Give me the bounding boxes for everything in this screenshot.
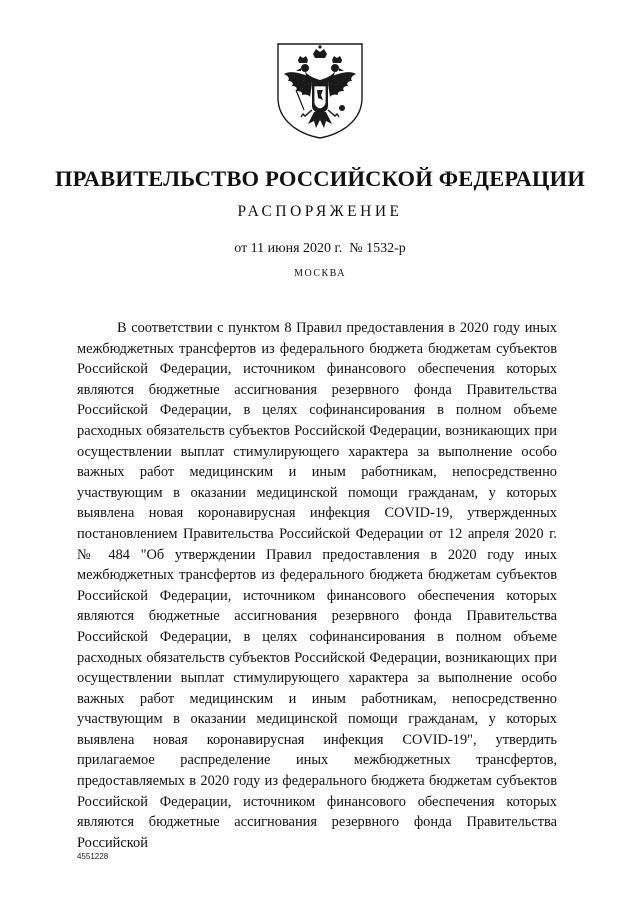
document-date-number: от 11 июня 2020 г. № 1532-р bbox=[234, 241, 406, 256]
document-body: В соответствии с пунктом 8 Правил предоставления в 2020 году иных межбюджетных трансфертов из федерального бюджета бюджетам субъектов Российской Федерации, источником финансового обеспечения которых являются бюджетные ассигнования резервного фонда Правительства Российской Федерации, в целях софинансирования в полном объеме расходных обязательств субъектов Российской Федерации, возникающих при осуществлении выплат стимулирующего характера за выполнение особо важных работ медицинским и иным работникам, непосредственно участвующим в оказании медицинской помощи гражданам, у которых выявлена новая коронавирусная инфекция COVID-19, утвержденных постановлением Правительства Российской Федерации от 12 апреля 2020 г. № 484 "Об утверждении Правил предоставления в 2020 году иных межбюджетных трансфертов из федерального бюджета бюджетам субъектов Российской Федерации, источником финансового обеспечения которых являются бюджетные ассигнования резервного фонда Правительства Российской Федерации, в целях софинансирования в полном объеме расходных обязательств субъектов Российской Федерации, возникающих при осуществлении выплат стимулирующего характера за выполнение особо важных работ медицинским и иным работникам, непосредственно участвующим в оказании медицинской помощи гражданам, у которых выявлена новая коронавирусная инфекция COVID-19", утвердить прилагаемое распределение иных межбюджетных трансфертов, предоставляемых в 2020 году из федерального бюджета бюджетам субъектов Российской Федерации, источником финансового обеспечения которых являются бюджетные ассигнования резервного фонда Правительства Российской bbox=[77, 320, 557, 851]
coat-of-arms-icon bbox=[272, 40, 368, 140]
document-city: МОСКВА bbox=[294, 268, 346, 279]
document-type: РАСПОРЯЖЕНИЕ bbox=[237, 203, 403, 220]
government-title: ПРАВИТЕЛЬСТВО РОССИЙСКОЙ ФЕДЕРАЦИИ bbox=[54, 166, 586, 191]
footer-code: 4551228 bbox=[77, 852, 109, 861]
